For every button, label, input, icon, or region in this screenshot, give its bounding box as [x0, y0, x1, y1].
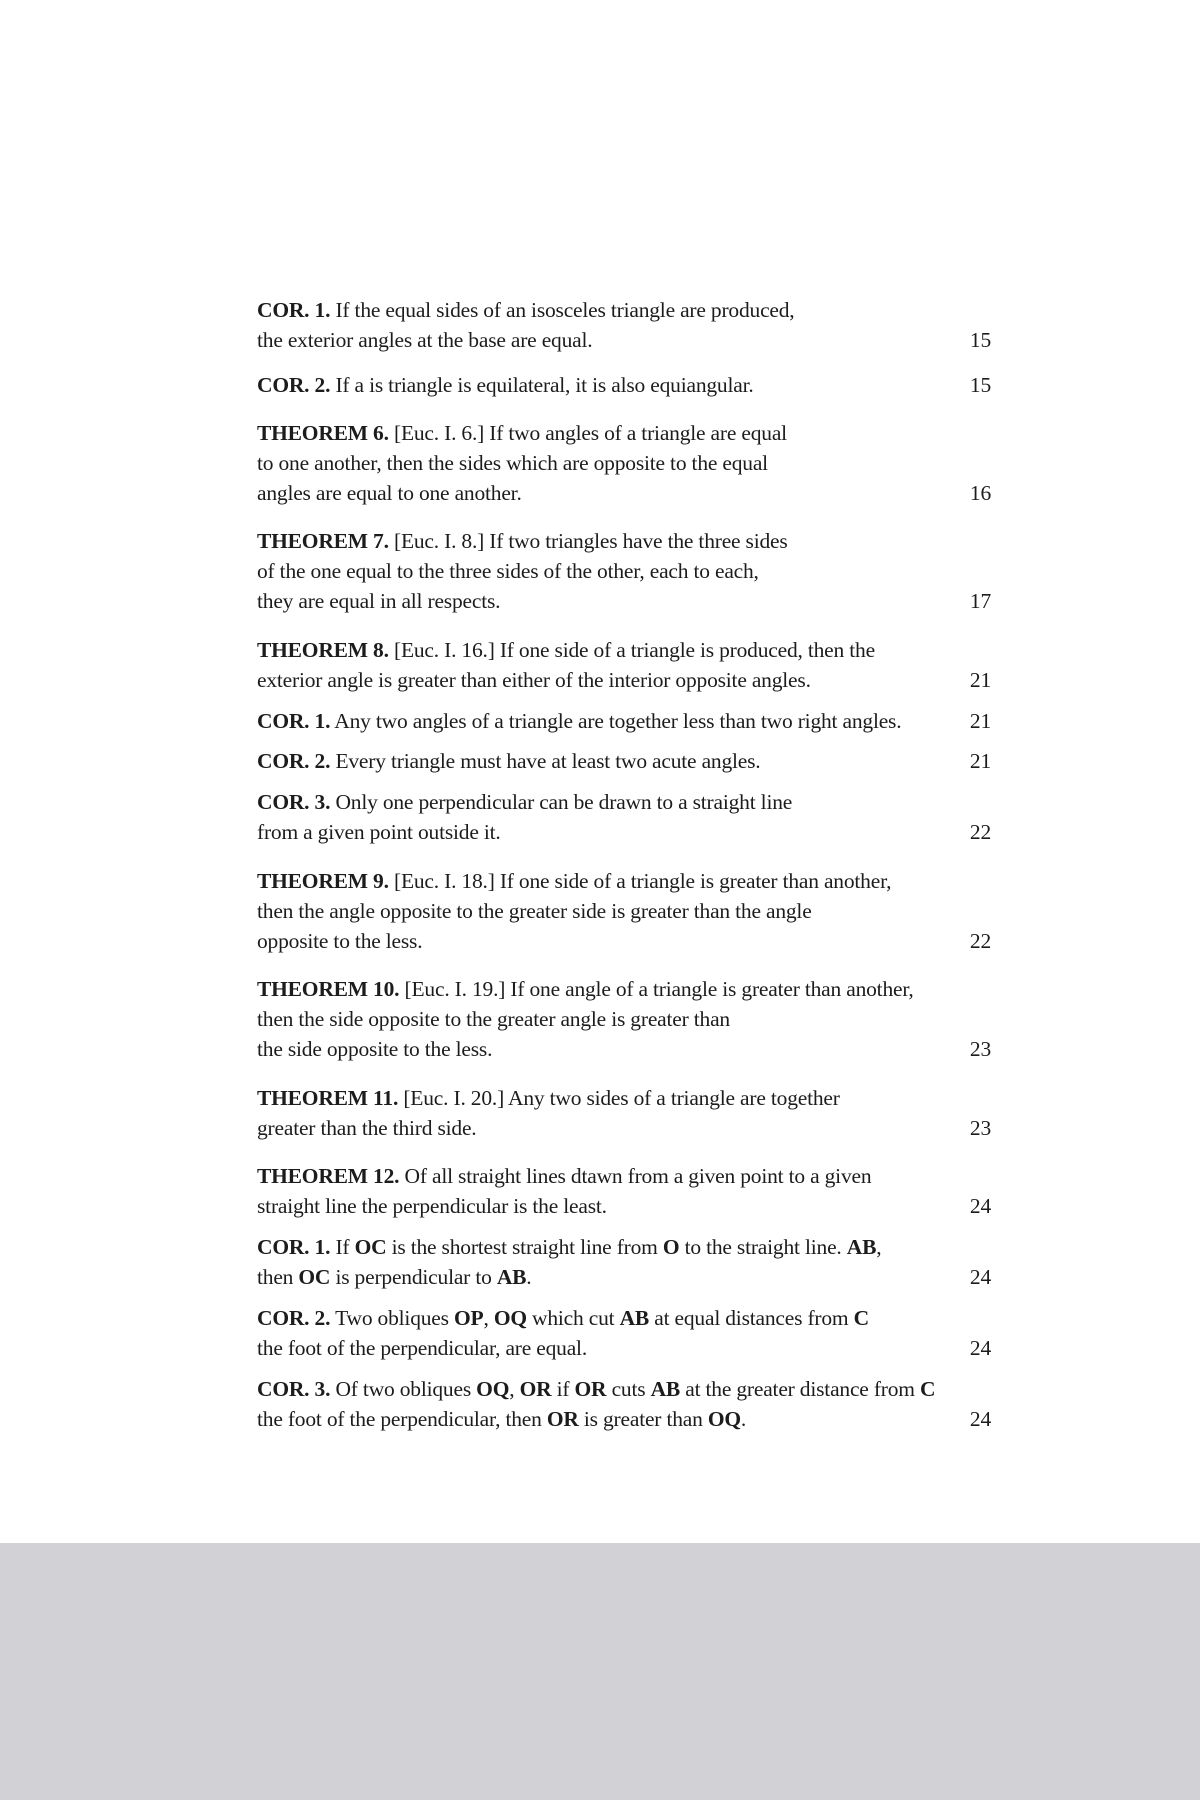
toc-entry	[257, 1374, 991, 1434]
entry-text: Any two angles of a triangle are together less than two right angles.	[334, 709, 902, 733]
entry-label: THEOREM 8.	[257, 638, 389, 662]
page-number: 15	[969, 328, 991, 352]
page-number: 16	[969, 481, 991, 505]
entry-label: COR. 2.	[257, 749, 331, 773]
page-number: 23	[969, 1037, 991, 1061]
toc-entry	[257, 1083, 991, 1143]
entry-label: COR. 1.	[257, 709, 331, 733]
toc-entry	[257, 974, 991, 1064]
entry-text: exterior angle is greater than either of the interior opposite angles.	[257, 668, 811, 692]
toc-entry	[257, 526, 991, 616]
entry-text: greater than the third side.	[257, 1116, 477, 1140]
toc-entry	[257, 746, 991, 776]
page-number: 15	[969, 373, 991, 397]
entry-text: If the equal sides of an isosceles triangle are produced,	[335, 298, 795, 322]
page-number: 22	[969, 929, 991, 953]
page-number: 24	[969, 1194, 991, 1218]
entry-text: from a given point outside it.	[257, 820, 501, 844]
page-number: 21	[969, 668, 991, 692]
entry-label: THEOREM 6.	[257, 421, 389, 445]
entry-label: THEOREM 7.	[257, 529, 389, 553]
entry-text: [Euc. I. 19.] If one angle of a triangle is greater than another,	[404, 977, 914, 1001]
page-number: 21	[969, 709, 991, 733]
entry-text: Every triangle must have at least two acute angles.	[335, 749, 761, 773]
entry-text: then the side opposite to the greater angle is greater than	[257, 1007, 730, 1031]
entry-label: COR. 3.	[257, 1377, 331, 1401]
page-number: 21	[969, 749, 991, 773]
entry-label: THEOREM 12.	[257, 1164, 400, 1188]
entry-text: [Euc. I. 8.] If two triangles have the three sides	[393, 529, 788, 553]
toc-entry	[257, 787, 991, 847]
entry-text: If OC is the shortest straight line from O to the straight line. AB,	[335, 1235, 882, 1259]
entry-label: COR. 2.	[257, 1306, 331, 1330]
entry-text: Two obliques OP, OQ which cut AB at equal distances from C	[335, 1306, 869, 1330]
entry-text: Only one perpendicular can be drawn to a straight line	[335, 790, 793, 814]
page-number: 24	[969, 1265, 991, 1289]
entry-label: COR. 1.	[257, 1235, 331, 1259]
entry-text: the foot of the perpendicular, then OR is greater than OQ.	[257, 1407, 747, 1431]
entry-text: the foot of the perpendicular, are equal.	[257, 1336, 588, 1360]
entry-text: straight line the perpendicular is the least.	[257, 1194, 607, 1218]
entry-text: [Euc. I. 20.] Any two sides of a triangle are together	[403, 1086, 840, 1110]
entry-text: If a is triangle is equilateral, it is also equiangular.	[335, 373, 754, 397]
bottom-gray-band	[0, 1543, 1200, 1800]
toc-entry	[257, 418, 991, 508]
entry-label: COR. 3.	[257, 790, 331, 814]
entry-text: Of two obliques OQ, OR if OR cuts AB at the greater distance from C	[335, 1377, 936, 1401]
entry-text: of the one equal to the three sides of the other, each to each,	[257, 559, 759, 583]
toc-entry	[257, 635, 991, 695]
entry-text: the side opposite to the less.	[257, 1037, 493, 1061]
entry-text: angles are equal to one another.	[257, 481, 522, 505]
entry-label: THEOREM 9.	[257, 869, 389, 893]
page-number: 17	[969, 589, 991, 613]
entry-text: they are equal in all respects.	[257, 589, 501, 613]
entry-text: [Euc. I. 16.] If one side of a triangle is produced, then the	[393, 638, 875, 662]
entry-text: the exterior angles at the base are equal.	[257, 328, 593, 352]
toc-entry	[257, 370, 991, 400]
entry-label: THEOREM 11.	[257, 1086, 399, 1110]
toc-entry	[257, 866, 991, 956]
entry-text: then OC is perpendicular to AB.	[257, 1265, 532, 1289]
entry-text: opposite to the less.	[257, 929, 423, 953]
toc-entry	[257, 1161, 991, 1221]
page-number: 24	[969, 1407, 991, 1431]
entry-label: COR. 1.	[257, 298, 331, 322]
toc-entry	[257, 1232, 991, 1292]
entry-text: to one another, then the sides which are opposite to the equal	[257, 451, 768, 475]
entry-text: [Euc. I. 18.] If one side of a triangle is greater than another,	[393, 869, 892, 893]
entry-label: COR. 2.	[257, 373, 331, 397]
entry-label: THEOREM 10.	[257, 977, 400, 1001]
toc-entry	[257, 706, 991, 736]
page-number: 22	[969, 820, 991, 844]
toc-entry	[257, 1303, 991, 1363]
toc-entry	[257, 295, 991, 355]
page-number: 23	[969, 1116, 991, 1140]
entry-text: then the angle opposite to the greater side is greater than the angle	[257, 899, 812, 923]
entry-text: Of all straight lines dtawn from a given point to a given	[404, 1164, 872, 1188]
page-number: 24	[969, 1336, 991, 1360]
entry-text: [Euc. I. 6.] If two angles of a triangle are equal	[393, 421, 787, 445]
